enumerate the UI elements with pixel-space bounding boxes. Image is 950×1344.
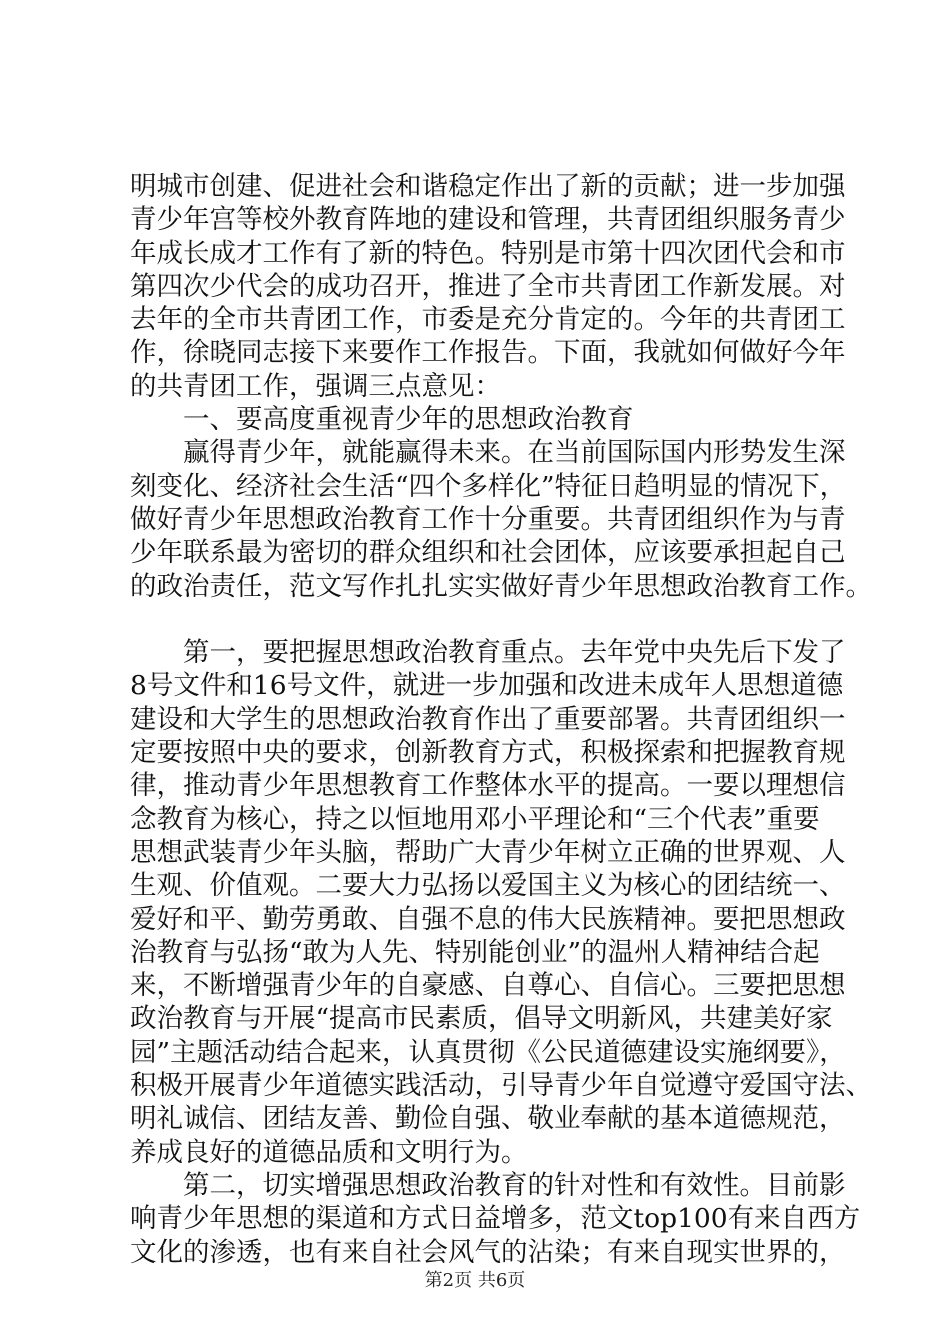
text-line: 念教育为核心，持之以恒地用邓小平理论和“三个代表”重要 [130, 803, 820, 835]
body-text [130, 170, 872, 1269]
text-line: 建设和大学生的思想政治教育作出了重要部署。共青团组织一 [130, 703, 846, 735]
text-line: 的政治责任，范文写作扎扎实实做好青少年思想政治教育工作。 [130, 570, 872, 602]
text-line: 明城市创建、促进社会和谐稳定作出了新的贡献；进一步加强 [130, 171, 846, 202]
text-line: 政治教育与开展“提高市民素质，倡导文明新风，共建美好家 [130, 1003, 833, 1035]
text-line: 治教育与弘扬“敢为人先、特别能创业”的温州人精神结合起 [130, 936, 820, 968]
text-line: 响青少年思想的渠道和方式日益增多，范文top100有来自西方 [130, 1203, 861, 1235]
paragraph-start: 第二，切实增强思想政治教育的针对性和有效性。目前影 [183, 1169, 846, 1201]
text-line: 爱好和平、勤劳勇敢、自强不息的伟大民族精神。要把思想政 [130, 903, 846, 935]
text-line: 年成长成才工作有了新的特色。特别是市第十四次团代会和市 [130, 237, 846, 269]
page-footer: 第2页 共6页 [424, 1270, 526, 1291]
text-line: 青少年宫等校外教育阵地的建设和管理，共青团组织服务青少 [130, 204, 846, 236]
text-line: 8号文件和16号文件，就进一步加强和改进未成年人思想道德 [130, 670, 844, 702]
text-line: 做好青少年思想政治教育工作十分重要。共青团组织作为与青 [130, 503, 846, 535]
text-line: 的共青团工作，强调三点意见： [130, 370, 501, 402]
text-line: 明礼诚信、团结友善、勤俭自强、敬业奉献的基本道德规范， [130, 1103, 846, 1135]
text-line: 第四次少代会的成功召开，推进了全市共青团工作新发展。对 [130, 270, 846, 302]
text-line: 定要按照中央的要求，创新教育方式，积极探索和把握教育规 [130, 737, 846, 769]
text-line: 少年联系最为密切的群众组织和社会团体，应该要承担起自己 [130, 537, 846, 569]
paragraph-gap [130, 603, 865, 636]
text-line: 刻变化、经济社会生活“四个多样化”特征日趋明显的情况下， [130, 470, 847, 502]
text-line: 生观、价值观。二要大力弘扬以爱国主义为核心的团结统一、 [130, 870, 846, 902]
text-line: 文化的渗透，也有来自社会风气的沾染；有来自现实世界的， [130, 1236, 846, 1268]
text-line: 律，推动青少年思想教育工作整体水平的提高。一要以理想信 [130, 770, 846, 802]
text-line: 积极开展青少年道德实践活动，引导青少年自觉遵守爱国守法、 [130, 1070, 872, 1102]
text-line: 去年的全市共青团工作，市委是充分肯定的。今年的共青团工 [130, 304, 846, 336]
text-line: 养成良好的道德品质和文明行为。 [130, 1136, 528, 1168]
section-heading: 一、要高度重视青少年的思想政治教育 [183, 404, 634, 436]
text-line: 作，徐晓同志接下来要作工作报告。下面，我就如何做好今年 [130, 337, 846, 369]
paragraph-start: 第一，要把握思想政治教育重点。去年党中央先后下发了 [183, 637, 846, 669]
text-line: 来，不断增强青少年的自豪感、自尊心、自信心。三要把思想 [130, 970, 846, 1002]
text-line: 园”主题活动结合起来，认真贯彻《公民道德建设实施纲要》， [130, 1036, 846, 1068]
paragraph-start: 赢得青少年，就能赢得未来。在当前国际国内形势发生深 [183, 437, 846, 469]
text-line: 思想武装青少年头脑，帮助广大青少年树立正确的世界观、人 [130, 836, 846, 868]
